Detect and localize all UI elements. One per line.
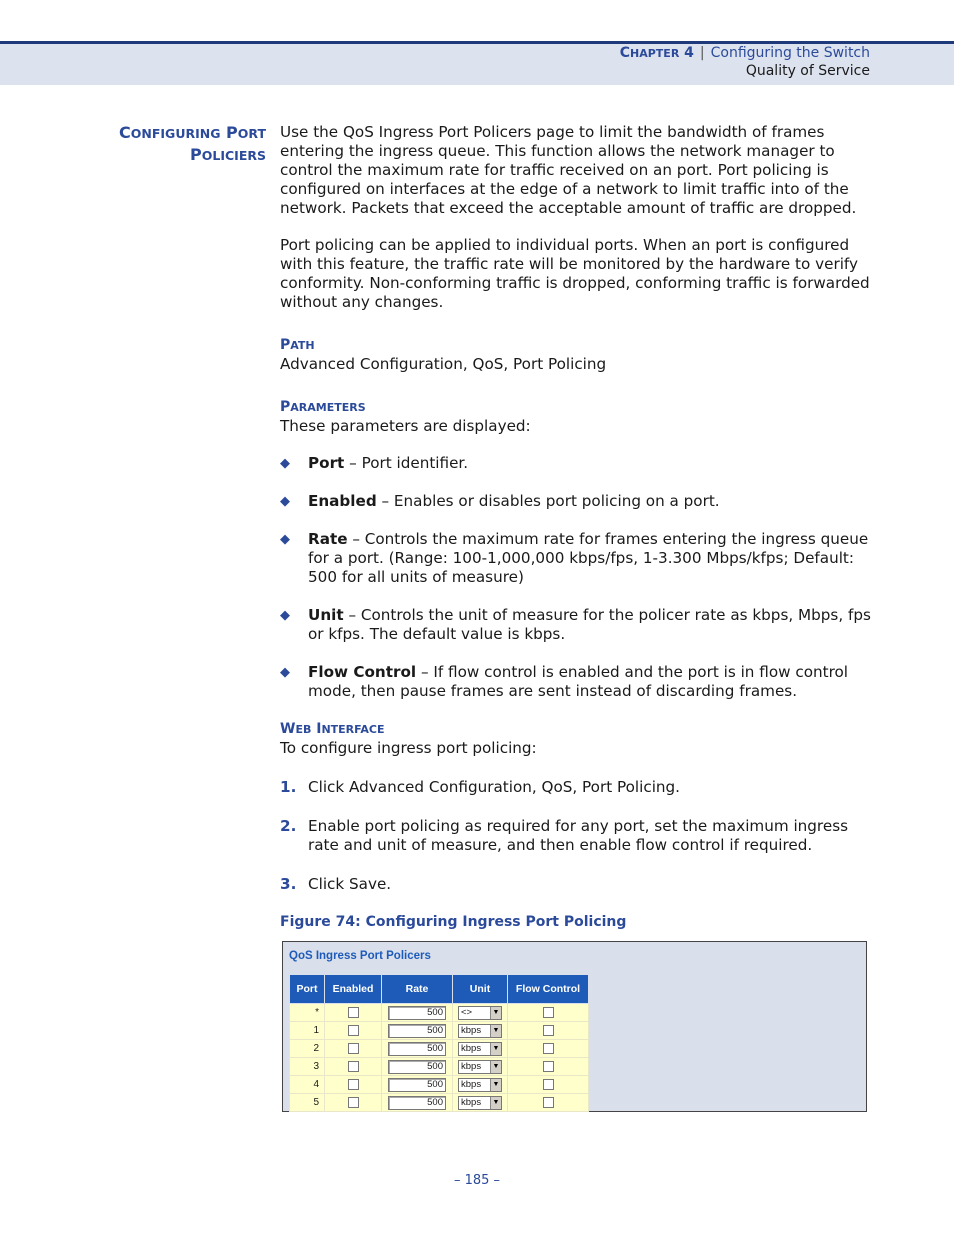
rate-cell bbox=[382, 1058, 453, 1076]
unit-value: <> bbox=[461, 1006, 473, 1018]
diamond-bullet-icon: ◆ bbox=[280, 532, 290, 547]
dropdown-arrow-icon: ▼ bbox=[490, 1007, 501, 1019]
body-content bbox=[280, 123, 880, 932]
rate-input[interactable]: 500 bbox=[388, 1024, 446, 1038]
intro-paragraph: Use the QoS Ingress Port Policers page to limit the bandwidth of frames entering the ingress queue. This function allows the network manager to control the maximum rate for traffic received on an port. Port policing is configured on interfaces at the edge of a network to limit traffic into of the network. Packets that exceed the acceptable amount of traffic are dropped. bbox=[280, 123, 857, 217]
table-row bbox=[290, 1022, 589, 1040]
table-row bbox=[290, 1040, 589, 1058]
table-row bbox=[290, 1058, 589, 1076]
panel-title: QoS Ingress Port Policers bbox=[289, 950, 431, 962]
chapter-title: Configuring the Switch bbox=[710, 45, 870, 61]
flow-control-checkbox[interactable] bbox=[543, 1007, 554, 1018]
rate-cell bbox=[382, 1022, 453, 1040]
flow-control-checkbox[interactable] bbox=[543, 1025, 554, 1036]
parameters-intro: These parameters are displayed: bbox=[280, 417, 531, 435]
unit-select[interactable] bbox=[458, 1024, 502, 1038]
unit-value: kbps bbox=[461, 1042, 482, 1054]
enabled-checkbox[interactable] bbox=[348, 1007, 359, 1018]
rate-input[interactable]: 500 bbox=[388, 1060, 446, 1074]
unit-select[interactable] bbox=[458, 1078, 502, 1092]
port-cell: 2 bbox=[290, 1040, 325, 1058]
unit-value: kbps bbox=[461, 1060, 482, 1072]
intro-paragraph: Port policing can be applied to individual ports. When an port is configured with this feature, the traffic rate will be monitored by the hardware to verify conformity. Non-conforming traffic is dropped, conforming traffic is forwarded without any changes. bbox=[280, 236, 870, 311]
unit-cell bbox=[453, 1040, 508, 1058]
unit-value: kbps bbox=[461, 1078, 482, 1090]
table-row bbox=[290, 1076, 589, 1094]
web-interface-heading: WEB INTERFACE bbox=[280, 721, 385, 737]
flow-control-checkbox[interactable] bbox=[543, 1043, 554, 1054]
enabled-checkbox[interactable] bbox=[348, 1097, 359, 1108]
unit-cell bbox=[453, 1004, 508, 1022]
enabled-cell bbox=[325, 1040, 382, 1058]
unit-cell bbox=[453, 1076, 508, 1094]
flow-control-cell bbox=[508, 1076, 589, 1094]
port-cell: 1 bbox=[290, 1022, 325, 1040]
enabled-cell bbox=[325, 1004, 382, 1022]
section-name: Quality of Service bbox=[745, 63, 870, 79]
dropdown-arrow-icon: ▼ bbox=[490, 1043, 501, 1055]
list-item: ◆ Unit – Controls the unit of measure for the policer rate as kbps, Mbps, fps or kfps. The default value is kbps. bbox=[280, 606, 871, 643]
flow-control-cell bbox=[508, 1022, 589, 1040]
web-interface-intro: To configure ingress port policing: bbox=[280, 739, 537, 757]
column-header-port: Port bbox=[290, 975, 325, 1004]
list-item: ◆ Flow Control – If flow control is enabled and the port is in flow control mode, then pause frames are sent instead of discarding frames. bbox=[280, 663, 849, 700]
unit-select[interactable] bbox=[458, 1006, 502, 1020]
figure-caption: Figure 74: Configuring Ingress Port Policing bbox=[280, 914, 627, 930]
unit-cell bbox=[453, 1022, 508, 1040]
parameter-list bbox=[280, 454, 880, 701]
unit-cell bbox=[453, 1094, 508, 1112]
step-item: 3. Click Save. bbox=[280, 875, 392, 893]
flow-control-checkbox[interactable] bbox=[543, 1079, 554, 1090]
flow-control-cell bbox=[508, 1040, 589, 1058]
flow-control-checkbox[interactable] bbox=[543, 1061, 554, 1072]
table-row bbox=[290, 1094, 589, 1112]
step-item: 2. Enable port policing as required for any port, set the maximum ingress rate and unit of measure, and then enable flow control if required. bbox=[280, 817, 849, 854]
enabled-checkbox[interactable] bbox=[348, 1061, 359, 1072]
table-header-row bbox=[290, 975, 589, 1004]
list-item: ◆ Port – Port identifier. bbox=[280, 454, 469, 472]
column-header-flow-control: Flow Control bbox=[508, 975, 589, 1004]
unit-select[interactable] bbox=[458, 1060, 502, 1074]
section-title: CONFIGURING PORT POLICIERS bbox=[119, 123, 266, 164]
running-header bbox=[620, 45, 870, 61]
enabled-cell bbox=[325, 1058, 382, 1076]
flow-control-cell bbox=[508, 1004, 589, 1022]
rate-cell bbox=[382, 1076, 453, 1094]
diamond-bullet-icon: ◆ bbox=[280, 494, 290, 509]
column-header-enabled: Enabled bbox=[325, 975, 382, 1004]
dropdown-arrow-icon: ▼ bbox=[490, 1079, 501, 1091]
port-cell: 4 bbox=[290, 1076, 325, 1094]
step-item: 1. Click Advanced Configuration, QoS, Port Policing. bbox=[280, 778, 681, 796]
rate-cell bbox=[382, 1094, 453, 1112]
enabled-cell bbox=[325, 1076, 382, 1094]
chapter-label: CHAPTER 4 bbox=[619, 45, 694, 61]
flow-control-cell bbox=[508, 1094, 589, 1112]
enabled-checkbox[interactable] bbox=[348, 1079, 359, 1090]
unit-cell bbox=[453, 1058, 508, 1076]
enabled-cell bbox=[325, 1022, 382, 1040]
enabled-checkbox[interactable] bbox=[348, 1025, 359, 1036]
rate-input[interactable]: 500 bbox=[388, 1042, 446, 1056]
port-cell: * bbox=[290, 1004, 325, 1022]
rate-input[interactable]: 500 bbox=[388, 1006, 446, 1020]
dropdown-arrow-icon: ▼ bbox=[490, 1025, 501, 1037]
dropdown-arrow-icon: ▼ bbox=[490, 1061, 501, 1073]
rate-input[interactable]: 500 bbox=[388, 1078, 446, 1092]
enabled-checkbox[interactable] bbox=[348, 1043, 359, 1054]
port-policers-table bbox=[289, 974, 589, 1112]
header-separator: | bbox=[699, 45, 705, 61]
rate-input[interactable]: 500 bbox=[388, 1096, 446, 1110]
list-item: ◆ Rate – Controls the maximum rate for frames entering the ingress queue for a port. (Range: 100-1,000,000 kbps/fps, 1-3.300 Mbps/kfps; Default: 500 for all units of measure) bbox=[280, 530, 869, 586]
table-row bbox=[290, 1004, 589, 1022]
port-cell: 3 bbox=[290, 1058, 325, 1076]
list-item: ◆ Enabled – Enables or disables port policing on a port. bbox=[280, 492, 720, 510]
enabled-cell bbox=[325, 1094, 382, 1112]
page-number: – 185 – bbox=[453, 1173, 501, 1188]
path-text: Advanced Configuration, QoS, Port Policing bbox=[280, 355, 607, 373]
flow-control-cell bbox=[508, 1058, 589, 1076]
diamond-bullet-icon: ◆ bbox=[280, 608, 290, 623]
path-heading: PATH bbox=[280, 337, 315, 353]
diamond-bullet-icon: ◆ bbox=[280, 456, 290, 471]
column-header-unit: Unit bbox=[453, 975, 508, 1004]
rate-cell bbox=[382, 1004, 453, 1022]
unit-value: kbps bbox=[461, 1024, 482, 1036]
dropdown-arrow-icon: ▼ bbox=[490, 1097, 501, 1109]
rate-cell bbox=[382, 1040, 453, 1058]
flow-control-checkbox[interactable] bbox=[543, 1097, 554, 1108]
parameters-heading: PARAMETERS bbox=[280, 399, 366, 415]
diamond-bullet-icon: ◆ bbox=[280, 665, 290, 680]
unit-value: kbps bbox=[461, 1096, 482, 1108]
column-header-rate: Rate bbox=[382, 975, 453, 1004]
port-cell: 5 bbox=[290, 1094, 325, 1112]
unit-select[interactable] bbox=[458, 1042, 502, 1056]
figure-screenshot bbox=[282, 941, 867, 1112]
unit-select[interactable] bbox=[458, 1096, 502, 1110]
